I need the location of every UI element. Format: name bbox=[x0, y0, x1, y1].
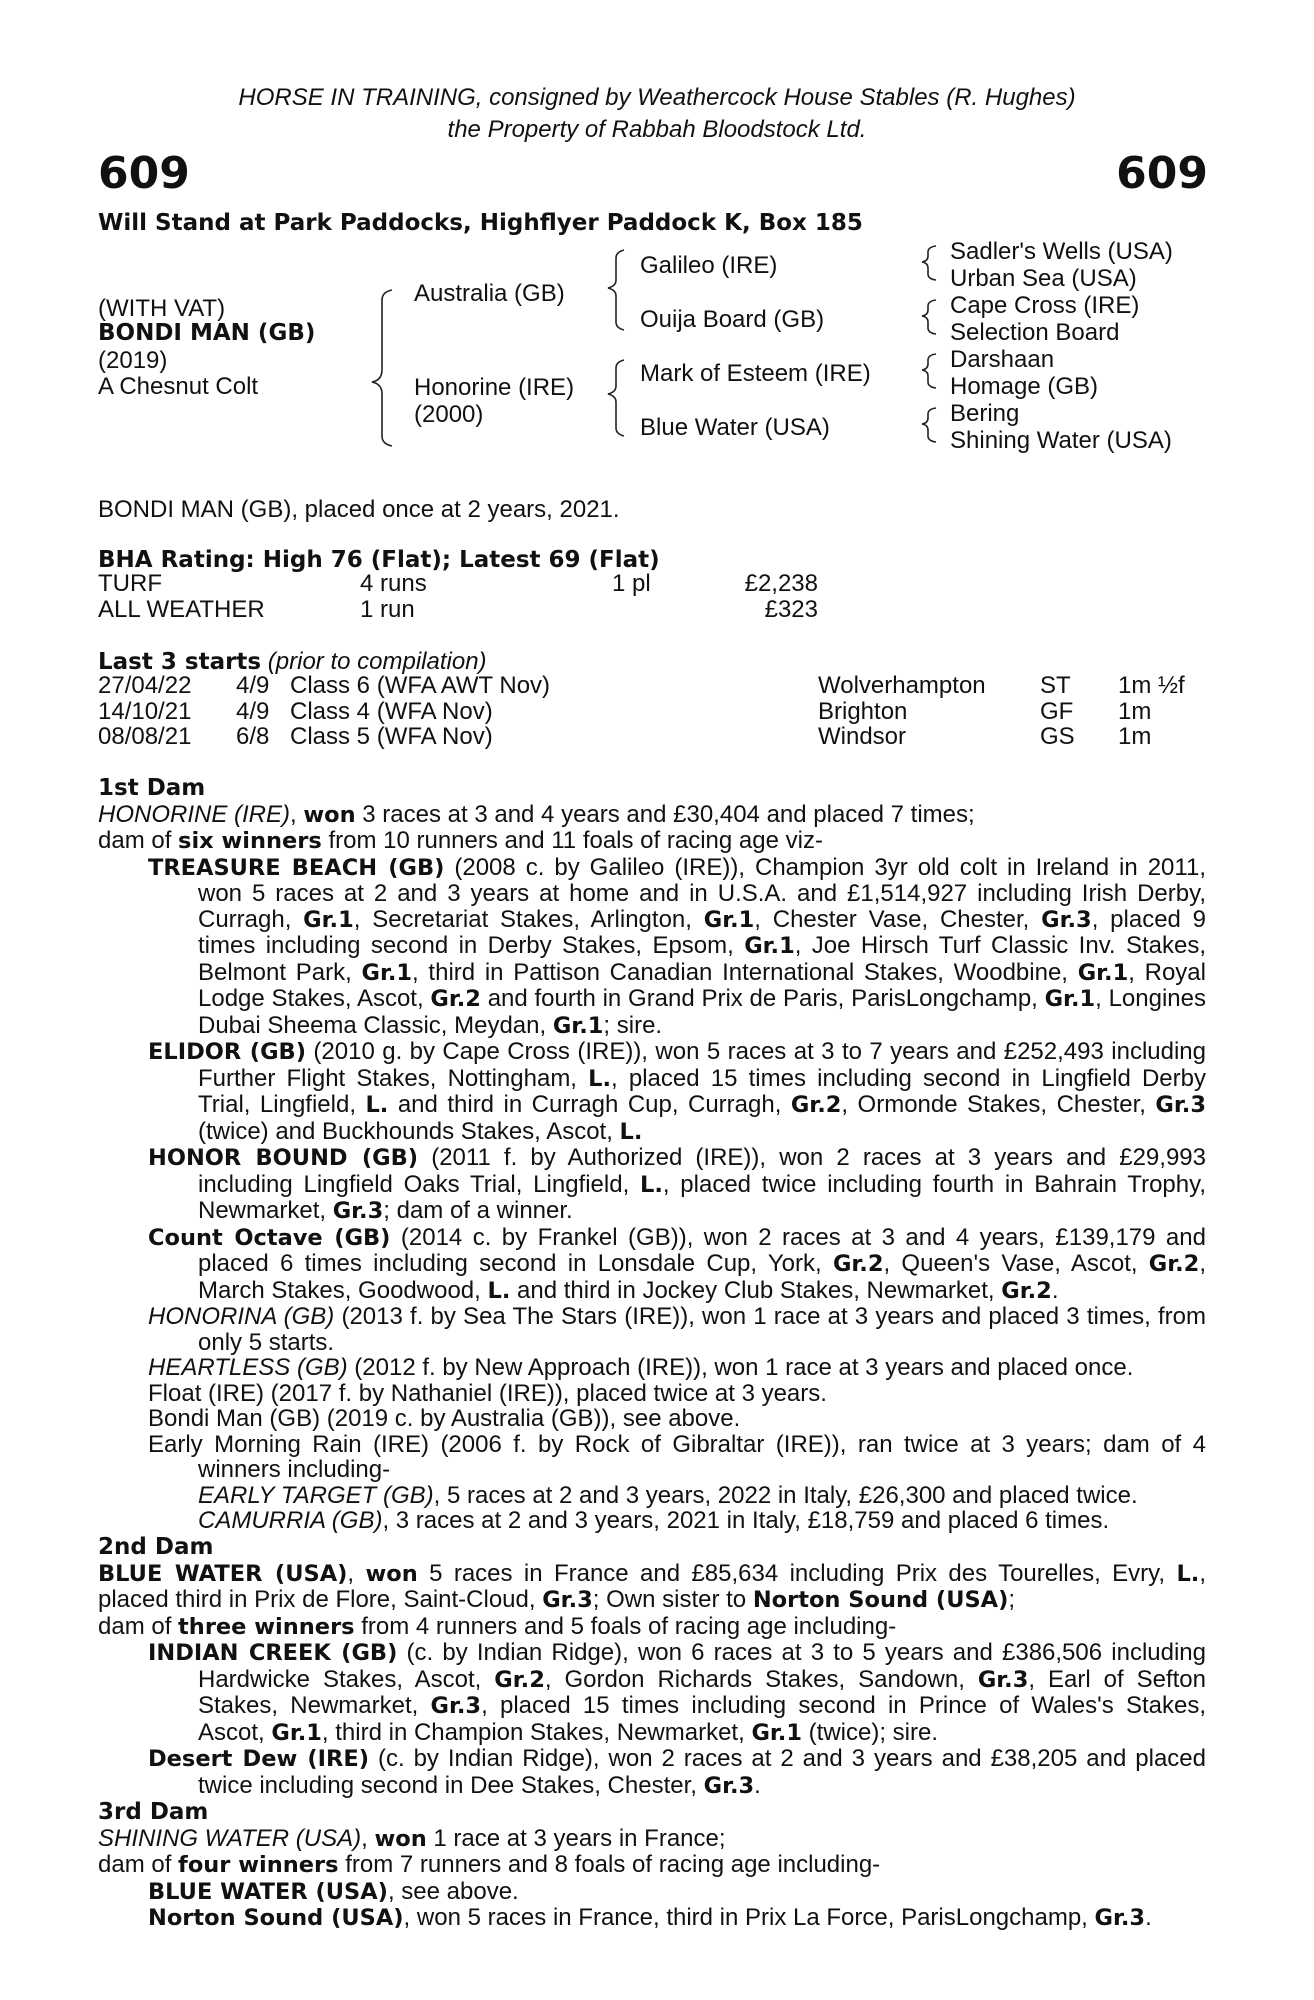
section-heading: 1st Dam bbox=[98, 775, 206, 801]
brace-g3 bbox=[922, 354, 936, 388]
start-course: Wolverhampton bbox=[818, 672, 986, 699]
start-date: 08/08/21 bbox=[98, 723, 192, 750]
list-item: Desert Dew (IRE) (c. by Indian Ridge), won 2 races at 2 and 3 years and £38,205 and placed twice including second in Dee Stakes, Chester, Gr.3. bbox=[148, 1745, 1206, 1799]
start-going: ST bbox=[1040, 672, 1071, 699]
dam-name: SHINING WATER (USA) bbox=[98, 1824, 362, 1852]
horse-name: BONDI MAN (GB) bbox=[98, 320, 316, 346]
pedigree-dam-year: (2000) bbox=[414, 401, 484, 428]
lot-number-right: 609 bbox=[1116, 148, 1208, 199]
start-date: 27/04/22 bbox=[98, 672, 192, 699]
second-dam-section: 2nd Dam BLUE WATER (USA), won 5 races in France and £85,634 including Prix des Tourelles, Evry, L., placed third in Prix de Flore, Saint-Cloud, Gr.3; Own sister to Norton Sound (USA); dam of three winners from 4 runners and 5 foals of racing age including- INDIAN CREEK (GB) (c. by Indian Ridge), won 6 races at 3 to 5 years and £386,506 including Hardwicke Stakes, Ascot, Gr.2, Gordon Richards Stakes, Sandown, Gr.3, Earl of Sefton Stakes, Newmarket, Gr.3, placed 15 times including second in Prince of Wales's Stakes, Ascot, Gr.1, third in Champion Stakes, Newmarket, Gr.1 (twice); sire. Desert Dew (IRE) (c. by Indian Ridge), won 2 races at 2 and 3 years and £38,205 and placed twice including second in Dee Stakes, Chester, Gr.3. 3rd Dam SHINING WATER (USA), won 1 race at 3 years in France; dam of four winners from 7 runners and 8 foals of racing age including- BLUE WATER (USA), see above. Norton Sound (USA), won 5 races in France, third in Prix La Force, ParisLongchamp, Gr.3. bbox=[98, 1534, 1206, 1931]
last-starts-note: (prior to compilation) bbox=[267, 648, 487, 675]
last-starts-table bbox=[98, 673, 1185, 750]
table-row bbox=[98, 597, 818, 623]
placed: 1 pl bbox=[612, 570, 651, 597]
pedigree-g3: Cape Cross (IRE) bbox=[950, 292, 1140, 319]
start-distance: 1m ½f bbox=[1118, 672, 1185, 699]
runs: 1 run bbox=[360, 595, 415, 623]
surface: ALL WEATHER bbox=[98, 595, 265, 623]
property-line: the Property of Rabbah Bloodstock Ltd. bbox=[447, 116, 867, 143]
start-distance: 1m bbox=[1118, 697, 1152, 725]
table-row bbox=[98, 699, 1185, 725]
runs: 4 runs bbox=[360, 570, 427, 597]
pedigree-g5: Darshaan bbox=[950, 346, 1055, 373]
list-item: HONOR BOUND (GB) (2011 f. by Authorized (IRE)), won 2 races at 3 years and £29,993 including Lingfield Oaks Trial, Lingfield, L., placed twice including fourth in Bahrain Trophy, Newmarket, Gr.3; dam of a winner. bbox=[148, 1144, 1206, 1224]
brace-sire bbox=[608, 250, 624, 330]
start-race: Class 5 (WFA Nov) bbox=[290, 723, 493, 750]
pedigree-sire: Australia (GB) bbox=[414, 280, 565, 307]
pedigree-g4: Selection Board bbox=[950, 319, 1120, 346]
horse-year: (2019) bbox=[98, 347, 168, 374]
list-item: Count Octave (GB) (2014 c. by Frankel (GB)), won 2 races at 3 and 4 years, £139,179 and placed 6 times including second in Lonsdale Cup, York, Gr.2, Queen's Vase, Ascot, Gr.2, March Stakes, Goodwood, L. and third in Jockey Club Stakes, Newmarket, Gr.2. bbox=[148, 1223, 1207, 1304]
brace-dam bbox=[608, 360, 624, 436]
start-course: Brighton bbox=[818, 697, 908, 725]
consignor-line: HORSE IN TRAINING, consigned by Weathercock House Stables (R. Hughes) bbox=[238, 84, 1076, 111]
first-dam-section: 1st Dam HONORINE (IRE), won 3 races at 3 and 4 years and £30,404 and placed 7 times; dam of six winners from 10 runners and 11 foals of racing age viz- TREASURE BEACH (GB) (2008 c. by Galileo (IRE)), Champion 3yr old colt in Ireland in 2011, won 5 races at 2 and 3 years at home and in U.S.A. and £1,514,927 including Irish Derby, Curragh, Gr.1, Secretariat Stakes, Arlington, Gr.1, Chester Vase, Chester, Gr.3, placed 9 times including second in Derby Stakes, Epsom, Gr.1, Joe Hirsch Turf Classic Inv. Stakes, Belmont Park, Gr.1, third in Pattison Canadian International Stakes, Woodbine, Gr.1, Royal Lodge Stakes, Ascot, Gr.2 and fourth in Grand Prix de Paris, ParisLongchamp, Gr.1, Longines Dubai Sheema Classic, Meydan, Gr.1; sire. ELIDOR (GB) (2010 g. by Cape Cross (IRE)), won 5 races at 3 to 7 years and £252,493 including Further Flight Stakes, Nottingham, L., placed 15 times including second in Lingfield Derby Trial, Lingfield, L. and third in Curragh Cup, Curragh, Gr.2, Ormonde Stakes, Chester, Gr.3 (twice) and Buckhounds Stakes, Ascot, L. HONOR BOUND (GB) (2011 f. by Authorized (IRE)), won 2 races at 3 years and £29,993 including Lingfield Oaks Trial, Lingfield, L., placed twice including fourth in Bahrain Trophy, Newmarket, Gr.3; dam of a winner. Count Octave (GB) (2014 c. by Frankel (GB)), won 2 races at 3 and 4 years, £139,179 and placed 6 times including second in Lonsdale Cup, York, Gr.2, Queen's Vase, Ascot, Gr.2, March Stakes, Goodwood, L. and third in Jockey Club Stakes, Newmarket, Gr.2. HONORINA (GB) (2013 f. by Sea The Stars (IRE)), won 1 race at 3 years and placed 3 times, from only 5 starts. HEARTLESS (GB) (2012 f. by New Approach (IRE)), won 1 race at 3 years and placed once. Float (IRE) (2017 f. by Nathaniel (IRE)), placed twice at 3 years. Bondi Man (GB) (2019 c. by Australia (GB)), see above. Early Morning Rain (IRE) (2006 f. by Rock of Gibraltar (IRE)), ran twice at 3 years; dam of 4 winners including- EARLY TARGET (GB), 5 races at 2 and 3 years, 2022 in Italy, £26,300 and placed twice. CAMURRIA (GB), 3 races at 2 and 3 years, 2021 in Italy, £18,759 and placed 6 times. bbox=[98, 775, 1207, 1534]
start-going: GS bbox=[1040, 723, 1075, 750]
pedigree-sire-dam: Ouija Board (GB) bbox=[640, 306, 825, 333]
pedigree-g1: Sadler's Wells (USA) bbox=[950, 238, 1173, 265]
list-item: ELIDOR (GB) (2010 g. by Cape Cross (IRE)), won 5 races at 3 to 7 years and £252,493 including Further Flight Stakes, Nottingham, L., placed 15 times including second in Lingfield Derby Trial, Lingfield, L. and third in Curragh Cup, Curragh, Gr.2, Ormonde Stakes, Chester, Gr.3 (twice) and Buckhounds Stakes, Ascot, L. bbox=[148, 1038, 1206, 1145]
start-position: 6/8 bbox=[236, 723, 270, 750]
brace-parents bbox=[372, 290, 392, 446]
list-item: Float (IRE) (2017 f. by Nathaniel (IRE)), placed twice at 3 years. bbox=[148, 1379, 827, 1407]
last-starts-title: Last 3 starts bbox=[98, 649, 262, 675]
bha-rating: BHA Rating: High 76 (Flat); Latest 69 (Flat) bbox=[98, 547, 660, 573]
stand-location: Will Stand at Park Paddocks, Highflyer Paddock K, Box 185 bbox=[98, 210, 863, 236]
brace-g4 bbox=[922, 408, 936, 442]
brace-g1 bbox=[922, 246, 936, 280]
dam-name: BLUE WATER (USA) bbox=[98, 1560, 348, 1587]
list-item: TREASURE BEACH (GB) (2008 c. by Galileo (IRE)), Champion 3yr old colt in Ireland in 2011, won 5 races at 2 and 3 years at home and in U.S.A. and £1,514,927 including Irish Derby, Curragh, Gr.1, Secretariat Stakes, Arlington, Gr.1, Chester Vase, Chester, Gr.3, placed 9 times including second in Derby Stakes, Epsom, Gr.1, Joe Hirsch Turf Classic Inv. Stakes, Belmont Park, Gr.1, third in Pattison Canadian International Stakes, Woodbine, Gr.1, Royal Lodge Stakes, Ascot, Gr.2 and fourth in Grand Prix de Paris, ParisLongchamp, Gr.1, Longines Dubai Sheema Classic, Meydan, Gr.1; sire. bbox=[148, 853, 1207, 1039]
start-course: Windsor bbox=[818, 723, 907, 750]
start-date: 14/10/21 bbox=[98, 697, 192, 725]
pedigree-dam-dam: Blue Water (USA) bbox=[640, 414, 830, 441]
start-race: Class 6 (WFA AWT Nov) bbox=[290, 672, 551, 699]
surface: TURF bbox=[98, 570, 162, 597]
rating-table bbox=[98, 571, 818, 622]
list-item: HEARTLESS (GB) (2012 f. by New Approach (IRE)), won 1 race at 3 years and placed once. bbox=[148, 1354, 1134, 1381]
pedigree-sire-sire: Galileo (IRE) bbox=[640, 252, 778, 279]
start-position: 4/9 bbox=[236, 697, 270, 725]
pedigree-g8: Shining Water (USA) bbox=[950, 427, 1172, 454]
list-item: Early Morning Rain (IRE) (2006 f. by Rock of Gibraltar (IRE)), ran twice at 3 years; dam of 4 winners including- bbox=[148, 1430, 1206, 1483]
placed bbox=[612, 597, 692, 623]
list-item: HONORINA (GB) (2013 f. by Sea The Stars (IRE)), won 1 race at 3 years and placed 3 times, from only 5 starts. bbox=[148, 1303, 1207, 1356]
list-item: EARLY TARGET (GB), 5 races at 2 and 3 years, 2022 in Italy, £26,300 and placed twice. bbox=[198, 1481, 1138, 1509]
pedigree-g7: Bering bbox=[950, 400, 1020, 427]
list-item: BLUE WATER (USA), see above. bbox=[148, 1877, 519, 1905]
vat-note: (WITH VAT) bbox=[98, 295, 226, 322]
prize: £2,238 bbox=[744, 570, 818, 597]
table-row bbox=[98, 571, 818, 597]
pedigree-dam-sire: Mark of Esteem (IRE) bbox=[640, 360, 871, 387]
start-position: 4/9 bbox=[236, 672, 270, 699]
horse-summary: BONDI MAN (GB), placed once at 2 years, 2021. bbox=[98, 496, 620, 523]
table-row bbox=[98, 724, 1185, 750]
brace-g2 bbox=[922, 300, 936, 334]
dam-name: HONORINE (IRE) bbox=[98, 800, 290, 828]
section-heading: 3rd Dam bbox=[98, 1799, 209, 1825]
section-heading: 2nd Dam bbox=[98, 1534, 214, 1560]
start-going: GF bbox=[1040, 697, 1074, 725]
table-row bbox=[98, 673, 1185, 699]
list-item: CAMURRIA (GB), 3 races at 2 and 3 years, 2021 in Italy, £18,759 and placed 6 times. bbox=[198, 1507, 1110, 1534]
list-item: Norton Sound (USA), won 5 races in France, third in Prix La Force, ParisLongchamp, Gr.3. bbox=[148, 1904, 1152, 1931]
list-item: INDIAN CREEK (GB) (c. by Indian Ridge), won 6 races at 3 to 5 years and £386,506 including Hardwicke Stakes, Ascot, Gr.2, Gordon Richards Stakes, Sandown, Gr.3, Earl of Sefton Stakes, Newmarket, Gr.3, placed 15 times including second in Prince of Wales's Stakes, Ascot, Gr.1, third in Champion Stakes, Newmarket, Gr.1 (twice); sire. bbox=[148, 1639, 1206, 1746]
pedigree-g2: Urban Sea (USA) bbox=[950, 265, 1137, 292]
prize: £323 bbox=[764, 595, 818, 623]
start-race: Class 4 (WFA Nov) bbox=[290, 697, 493, 725]
pedigree-g6: Homage (GB) bbox=[950, 373, 1099, 400]
start-distance: 1m bbox=[1118, 723, 1152, 750]
pedigree-dam: Honorine (IRE) bbox=[414, 374, 575, 401]
list-item: Bondi Man (GB) (2019 c. by Australia (GB)), see above. bbox=[148, 1405, 741, 1432]
lot-number-left: 609 bbox=[98, 148, 190, 199]
horse-description: A Chesnut Colt bbox=[98, 373, 259, 400]
